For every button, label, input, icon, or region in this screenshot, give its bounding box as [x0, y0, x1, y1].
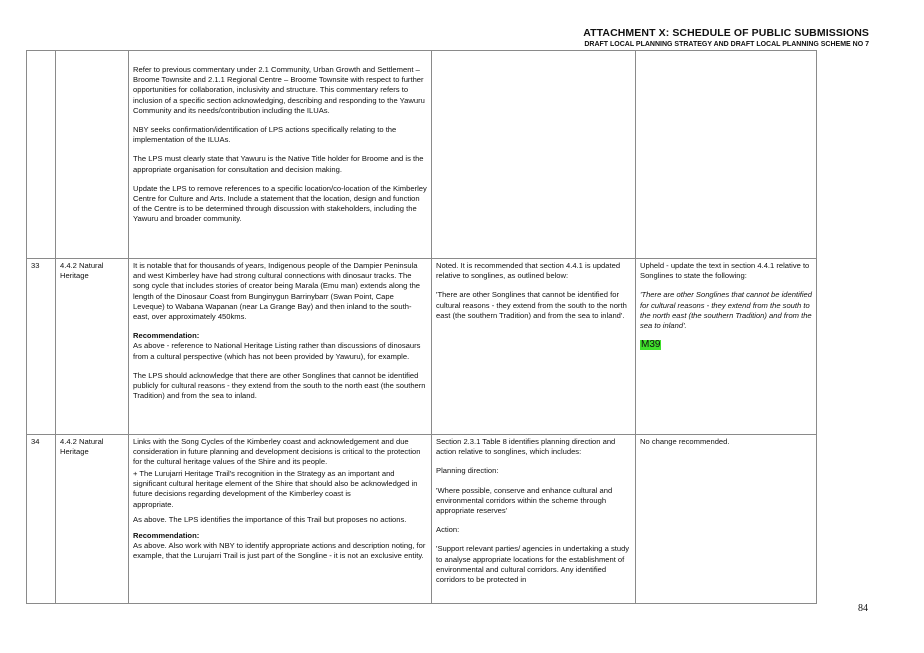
- submission-number-cell: 33: [27, 259, 56, 435]
- response-paragraph: Planning direction:: [436, 466, 499, 476]
- section-cell: 4.4.2 Natural Heritage: [56, 259, 129, 435]
- submission-paragraph: It is notable that for thousands of years, Indigenous people of the Dampier Peninsula and west Kimberley have had strong cultural connections with dinosaur tracks. The song cycle that includes stories of creator being Marala (Emu man) extends along the length of the Dinosaur Coast from Bunginygun Barrinybarr (Swan Point, Cape Leveque) to Wabana Wapanan (near La Grange Bay) and then inland to the south-east, over approximately 450kms.: [133, 261, 421, 322]
- submission-paragraph: Update the LPS to remove references to a specific location/co-location of the Kimberley Centre for Culture and Arts. Include a statement that the location, design and function of the Centre is to be determined through discussion with stakeholders, including the Yawuru and broader community.: [133, 183, 427, 224]
- response-quote: 'Where possible, conserve and enhance cultural and environmental corridors within the scheme through appropriate reserves': [436, 485, 613, 516]
- recommendation-heading: Recommendation:: [133, 331, 200, 341]
- submission-paragraph: The LPS must clearly state that Yawuru is the Native Title holder for Broome and is the appropriate organisation for consultation and decision making.: [133, 154, 424, 174]
- document-header: [583, 27, 869, 48]
- recommendation-paragraph: Upheld - update the text in section 4.4.1 relative to Songlines to state the following:: [640, 261, 810, 281]
- response-cell: [432, 435, 636, 604]
- submission-paragraph: As above. The LPS identifies the importance of this Trail but proposes no actions.: [133, 515, 407, 525]
- submissions-table: [26, 50, 817, 604]
- recommendation-quote: 'There are other Songlines that cannot be identified for cultural reasons - they extend from the south to the north east (the southern Tradition) and from the sea to inland'.: [640, 290, 813, 331]
- response-cell: [432, 259, 636, 435]
- submission-paragraph: NBY seeks confirmation/identification of LPS actions specifically relating to the implementation of the ILUAs.: [133, 125, 397, 145]
- submission-paragraph: appropriate.: [133, 500, 174, 510]
- recommendation-paragraph: No change recommended.: [640, 437, 730, 446]
- recommendation-cell: [636, 51, 817, 259]
- response-cell: [432, 51, 636, 259]
- submission-recommendation-text: As above - reference to National Heritage Listing rather than discussions of dinosaurs from a cultural perspective (which has not been provided by Yawuru), for example.: [133, 341, 421, 361]
- submission-cell: [129, 435, 432, 604]
- submission-number-cell: 34: [27, 435, 56, 604]
- response-paragraph: Noted. It is recommended that section 4.4.1 is updated relative to songlines, as outlined below:: [436, 261, 621, 281]
- recommendation-cell: [636, 259, 817, 435]
- submission-paragraph: + The Lurujarri Heritage Trail's recognition in the Strategy as an important and significant cultural heritage element of the Shire that should also be acknowledged in future decisions regarding development of the Kimberley coast is: [133, 468, 418, 499]
- response-paragraph: Action:: [436, 525, 460, 535]
- response-quote: 'Support relevant parties/ agencies in undertaking a study to analyse appropriate locations for the establishment of environmental and cultural corridors. Any identified corridors to be protected in: [436, 544, 630, 585]
- document-title: ATTACHMENT X: SCHEDULE OF PUBLIC SUBMISSIONS: [583, 27, 869, 39]
- recommendation-heading: Recommendation:: [133, 530, 200, 540]
- page-number: 84: [858, 603, 868, 614]
- section-cell: [56, 51, 129, 259]
- modification-code-highlight: M39: [641, 339, 661, 351]
- submission-paragraph: Links with the Song Cycles of the Kimberley coast and acknowledgement and due consideration in future planning and development decisions is critical to the protection for the cultural heritage values of the Shire and its people.: [133, 437, 421, 467]
- document-subtitle: DRAFT LOCAL PLANNING STRATEGY AND DRAFT LOCAL PLANNING SCHEME NO 7: [584, 41, 869, 48]
- submission-recommendation-text: As above. Also work with NBY to identify appropriate actions and description noting, for example, that the Lurujarri Trail is just part of the Songline - it is not an exclusive entity.: [133, 540, 426, 561]
- section-cell: 4.4.2 Natural Heritage: [56, 435, 129, 604]
- table-row: [27, 435, 817, 604]
- response-quote: 'There are other Songlines that cannot be identified for cultural reasons - they extend from the south to the north east (the southern Tradition) and from the sea to inland'.: [436, 290, 627, 320]
- submission-cell: [129, 259, 432, 435]
- table-row: [27, 51, 817, 259]
- recommendation-cell: [636, 435, 817, 604]
- submission-number-cell: [27, 51, 56, 259]
- submission-cell: [129, 51, 432, 259]
- submission-paragraph: The LPS should acknowledge that there are other Songlines that cannot be identified publicly for cultural reasons - they extend from the south to the north east (the southern Tradition) and from the sea to inland.: [133, 370, 426, 401]
- response-paragraph: Section 2.3.1 Table 8 identifies planning direction and action relative to songlines, which includes:: [436, 437, 616, 457]
- submission-paragraph: Refer to previous commentary under 2.1 Community, Urban Growth and Settlement – Broome Townsite and 2.1.1 Regional Centre – Broome Townsite with respect to further opportunities for collaboration, inclusivity and structure. This commentary refers to inclusion of a specific section acknowledging, describing and responding to the Yawuru Community and its needs/contribution including the ILUAs.: [133, 65, 425, 115]
- table-row: [27, 259, 817, 435]
